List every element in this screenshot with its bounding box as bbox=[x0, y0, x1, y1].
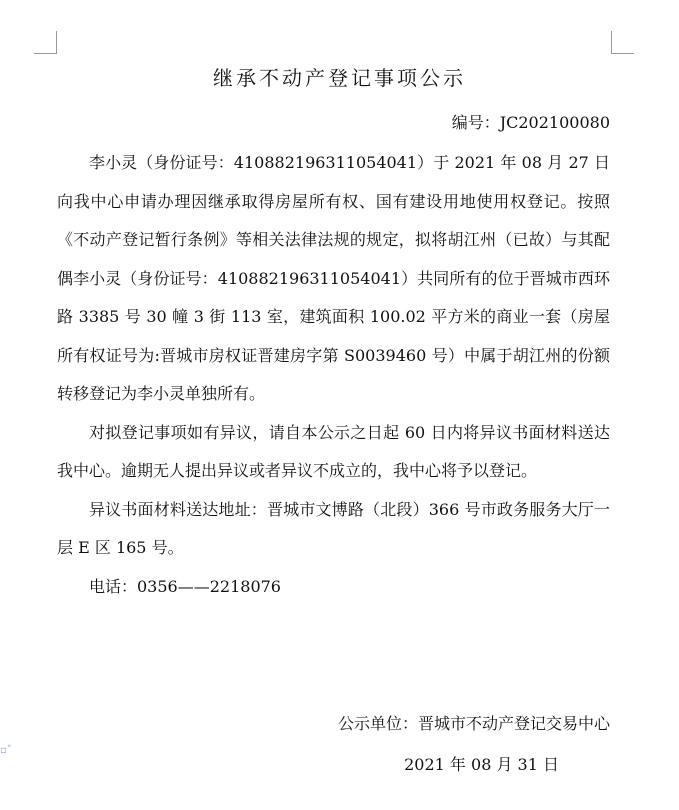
document-number: 编号：JC202100080 bbox=[451, 113, 610, 132]
signature-block bbox=[338, 705, 610, 784]
paragraph-phone: 电话：0356——2218076 bbox=[89, 576, 281, 596]
margin-corner-top-left bbox=[34, 31, 57, 54]
margin-corner-top-right bbox=[611, 31, 634, 54]
document-body bbox=[57, 144, 610, 606]
document-title: 继承不动产登记事项公示 bbox=[213, 66, 466, 90]
issuing-unit: 公示单位：晋城市不动产登记交易中心 bbox=[337, 714, 610, 733]
paragraph-objection: 对拟登记事项如有异议，请自本公示之日起 60 日内将异议书面材料送达我中心。逾期无人提出异议或者异议不成立的，我中心将予以登记。 bbox=[57, 422, 610, 480]
paragraph-application: 李小灵（身份证号：410882196311054041）于 2021 年 08 月 27 日向我中心申请办理因继承取得房屋所有权、国有建设用地使用权登记。按照《不动产登记暂行条例》等相关法律法规的规定，拟将胡江州（已故）与其配偶李小灵（身份证号：410882196311054041）共同所有的位于晋城市西环路 3385 号 30 幢 3 街 113 室，建筑面积 100.02 平方米的商业一套（房屋所有权证号为:晋城市房权证晋建房字第 S0039460 号）中属于胡江州的份额转移登记为李小灵单独所有。 bbox=[57, 153, 610, 403]
paragraph-address: 异议书面材料送达地址：晋城市文博路（北段）366 号市政务服务大厅一层 E 区 165 号。 bbox=[57, 499, 610, 557]
anchor-marker-icon: ▫˅ bbox=[0, 745, 12, 756]
issue-date: 2021 年 08 月 31 日 bbox=[404, 755, 559, 774]
